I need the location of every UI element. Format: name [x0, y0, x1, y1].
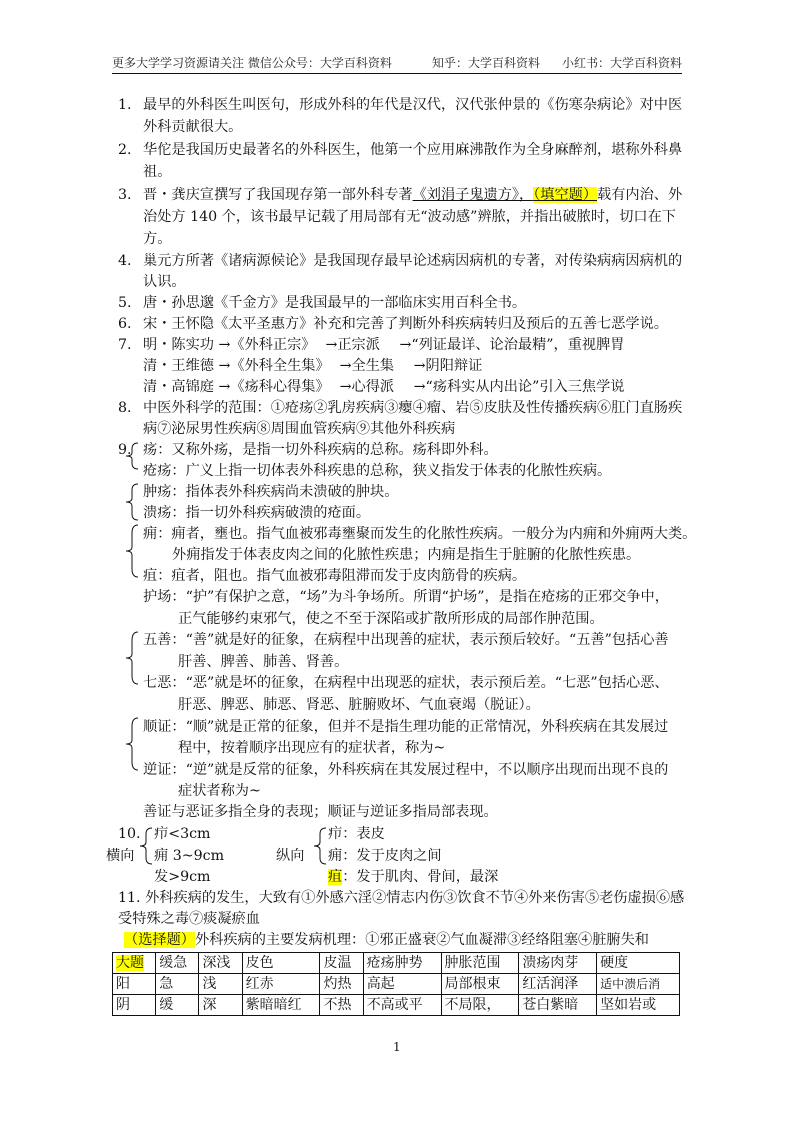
highlighted-ju: 疽	[328, 869, 343, 885]
book-title-underlined: 《刘涓子鬼遗方》，	[412, 187, 534, 203]
table-cell: 局部根束	[441, 974, 519, 995]
item-9-line: 疡：又称外疡，是指一切外科疾病的总称。疡科即外科。	[143, 442, 498, 458]
table-cell: 缓	[156, 995, 199, 1016]
item-12-line	[124, 930, 649, 950]
item-7-row	[143, 356, 482, 376]
item-number: 9.	[118, 442, 132, 458]
table-header-cell: 皮色	[242, 953, 320, 974]
size-carbuncle: 痈 3~9cm	[154, 848, 225, 864]
item-9-line: 痈：痈者，壅也。指气血被邪毒壅聚而发生的化脓性疾病。一般分为内痈和外痈两大类。	[143, 526, 697, 542]
header-wechat: 更多大学学习资源请关注 微信公众号：大学百科资料	[112, 56, 392, 70]
item-9-line: 溃疡：指一切外科疾病破溃的疮面。	[143, 505, 371, 521]
item-number: 6.	[118, 316, 132, 332]
table-cell: 红赤	[242, 974, 320, 995]
table-header-cell: 溃疡肉芽	[519, 953, 597, 974]
table-cell: 紫暗暗红	[242, 995, 320, 1016]
item-9-line: 逆证：“逆”就是反常的征象，外科疾病在其发展过程中，不以顺序出现而出现不良的	[143, 762, 669, 778]
item-7-school: →全生集	[339, 358, 395, 374]
table-cell: 灼热	[320, 974, 363, 995]
table-cell: 苍白紫暗	[519, 995, 597, 1016]
item-9-line: 症状者称为~	[178, 783, 261, 799]
item-2-line: 祖。	[143, 164, 172, 180]
depth-ju	[328, 867, 498, 887]
fill-blank-tag: （填空题）	[533, 187, 598, 203]
item-9-line: 肝恶、脾恶、肺恶、肾恶、脏腑败坏、气血衰竭（脱证）。	[178, 697, 540, 713]
item-number: 4.	[118, 253, 132, 269]
header-zhihu: 知乎：大学百科资料	[432, 56, 541, 70]
item-3-line	[143, 185, 682, 205]
item-number: 10.	[118, 826, 141, 842]
table-row	[113, 995, 680, 1016]
brace-icon	[312, 826, 328, 866]
pathogenesis-text: 外科疾病的主要发病机理：①邪正盛衰②气血凝滞③经络阻塞④脏腑失和	[194, 932, 649, 948]
item-9-line: 五善：“善”就是好的征象，在病程中出现善的症状，表示预后较好。“五善”包括心善	[143, 632, 669, 648]
item-number: 7.	[118, 337, 132, 353]
item-7-row	[143, 377, 625, 397]
item-7-school: →心得派	[339, 379, 395, 395]
header-divider	[112, 73, 682, 74]
item-11-line: 受特殊之毒⑦痰凝瘀血	[118, 911, 260, 927]
item-7-feature: →“疡科实从内出论”引入三焦学说	[413, 379, 625, 395]
highlighted-cell-text: 大题	[116, 955, 144, 971]
table-cell: 阳	[113, 974, 156, 995]
item-7-author-book: 清・王维德 →《外科全生集》	[143, 358, 330, 374]
table-cell: 红活润泽	[519, 974, 597, 995]
item-4-line: 认识。	[143, 274, 186, 290]
table-cell: 深	[199, 995, 242, 1016]
item-9-line: 疮疡：广义上指一切体表外科疾患的总称，狭义指发于体表的化脓性疾病。	[143, 463, 612, 479]
item-6-line: 宋・王怀隐《太平圣惠方》补充和完善了判断外科疾病转归及预后的五善七恶学说。	[143, 316, 668, 332]
multiple-choice-tag: （选择题）	[124, 932, 195, 948]
table-row	[113, 974, 680, 995]
item-2-line: 华佗是我国历史最著名的外科医生，他第一个应用麻沸散作为全身麻醉剂，堪称外科鼻	[143, 142, 683, 158]
item-7-author-book: 清・高锦庭 →《疡科心得集》	[143, 379, 330, 395]
table-header-row	[113, 953, 680, 974]
table-header-cell: 皮温	[320, 953, 363, 974]
item-9-line: 程中，按着顺序出现应有的症状者，称为~	[178, 740, 446, 756]
item-3-text: 晋・龚庆宣撰写了我国现存第一部外科专著	[143, 187, 413, 203]
item-9-line: 顺证：“顺”就是正常的征象，但并不是指生理功能的正常情况，外科疾病在其发展过	[143, 719, 669, 735]
item-9-line: 正气能够约束邪气，使之不至于深陷或扩散所形成的局部作肿范围。	[178, 611, 604, 627]
item-9-line: 肿疡：指体表外科疾病尚未溃破的肿块。	[143, 484, 399, 500]
item-7-author-book: 明・陈实功 →《外科正宗》	[143, 337, 316, 353]
vertical-label: 纵向	[276, 848, 305, 864]
table-cell: 阴	[113, 995, 156, 1016]
item-number: 1.	[118, 97, 132, 113]
brace-icon	[124, 630, 140, 686]
item-11-line: 11. 外科疾病的发生，大致有①外感六淫②情志内伤③饮食不节④外来伤害⑤老伤虚损⑥感	[118, 890, 685, 906]
item-9-line: 七恶：“恶”就是坏的征象，在病程中出现恶的症状，表示预后差。“七恶”包括心恶、	[143, 675, 669, 691]
table-cell: 适中溃后消	[597, 974, 680, 995]
table-cell: 急	[156, 974, 199, 995]
table-header-cell: 深浅	[199, 953, 242, 974]
item-9-line: 善证与恶证多指全身的表现；顺证与逆证多指局部表现。	[143, 804, 498, 820]
item-number: 5.	[118, 295, 132, 311]
item-3-line: 治处方 140 个，该书最早记载了用局部有无“波动感”辨脓，并指出破脓时，切口在下	[143, 209, 676, 225]
table-header-cell: 缓急	[156, 953, 199, 974]
header-xiaohongshu: 小红书：大学百科资料	[562, 56, 683, 70]
item-7-feature: →“列证最详、论治最精”，重视脾胃	[399, 337, 625, 353]
item-number: 2.	[118, 142, 132, 158]
depth-furuncle: 疖：表皮	[328, 826, 385, 842]
item-8-line: 病⑦泌尿男性疾病⑧周围血管疾病⑨其他外科疾病	[143, 421, 456, 437]
item-7-feature: →阴阳辩证	[413, 358, 483, 374]
item-3-text: 载有内治、外	[597, 187, 683, 203]
item-number: 3.	[118, 187, 132, 203]
table-header-cell: 肿胀范围	[441, 953, 519, 974]
item-7-school: →正宗派	[325, 337, 380, 353]
item-number: 8.	[118, 400, 132, 416]
horizontal-label: 横向	[106, 848, 135, 864]
table-cell: 不高或平	[363, 995, 441, 1016]
item-9-line: 外痈指发于体表皮肉之间的化脓性疾患；内痈是指生于脏腑的化脓性疾患。	[172, 547, 641, 563]
item-9-line: 疽：疽者，阻也。指气血被邪毒阻滞而发于皮肉筋骨的疾病。	[143, 568, 527, 584]
item-5-line: 唐・孙思邈《千金方》是我国最早的一部临床实用百科全书。	[143, 295, 527, 311]
item-1-line: 最早的外科医生叫医句，形成外科的年代是汉代，汉代张仲景的《伤寒杂病论》对中医	[143, 97, 683, 113]
item-9-line: 护场：“护”有保护之意，“场”为斗争场所。所谓“护场”，是指在疮疡的正邪交争中，	[143, 589, 669, 605]
brace-icon	[124, 441, 140, 471]
item-1-line: 外科贡献很大。	[143, 119, 243, 135]
table-cell: 浅	[199, 974, 242, 995]
brace-icon	[124, 716, 140, 772]
brace-icon	[124, 482, 140, 522]
table-cell: 不局限，	[441, 995, 519, 1016]
item-9-line: 肝善、脾善、肺善、肾善。	[178, 654, 349, 670]
size-fa: 发>9cm	[154, 869, 211, 885]
table-header-cell	[113, 953, 156, 974]
item-4-line: 巢元方所著《诸病源候论》是我国现存最早论述病因病机的专著，对传染病病因病机的	[143, 253, 683, 269]
size-furuncle: 疖<3cm	[154, 826, 211, 842]
table-cell: 坚如岩或	[597, 995, 680, 1016]
item-3-line: 方。	[143, 231, 172, 247]
item-8-line: 中医外科学的范围：①疮疡②乳房疾病③瘿④瘤、岩⑤皮肤及性传播疾病⑥肛门直肠疾	[143, 400, 683, 416]
page-number: 1	[393, 1040, 401, 1054]
yin-yang-table	[112, 952, 680, 1016]
brace-icon	[124, 523, 140, 579]
table-cell: 不热	[320, 995, 363, 1016]
depth-carbuncle: 痈：发于皮肉之间	[328, 848, 442, 864]
table-cell: 高起	[363, 974, 441, 995]
table-header-cell: 硬度	[597, 953, 680, 974]
table-header-cell: 疮疡肿势	[363, 953, 441, 974]
item-7-row	[143, 335, 625, 355]
depth-ju-text: ：发于肌肉、骨间，最深	[342, 869, 499, 885]
